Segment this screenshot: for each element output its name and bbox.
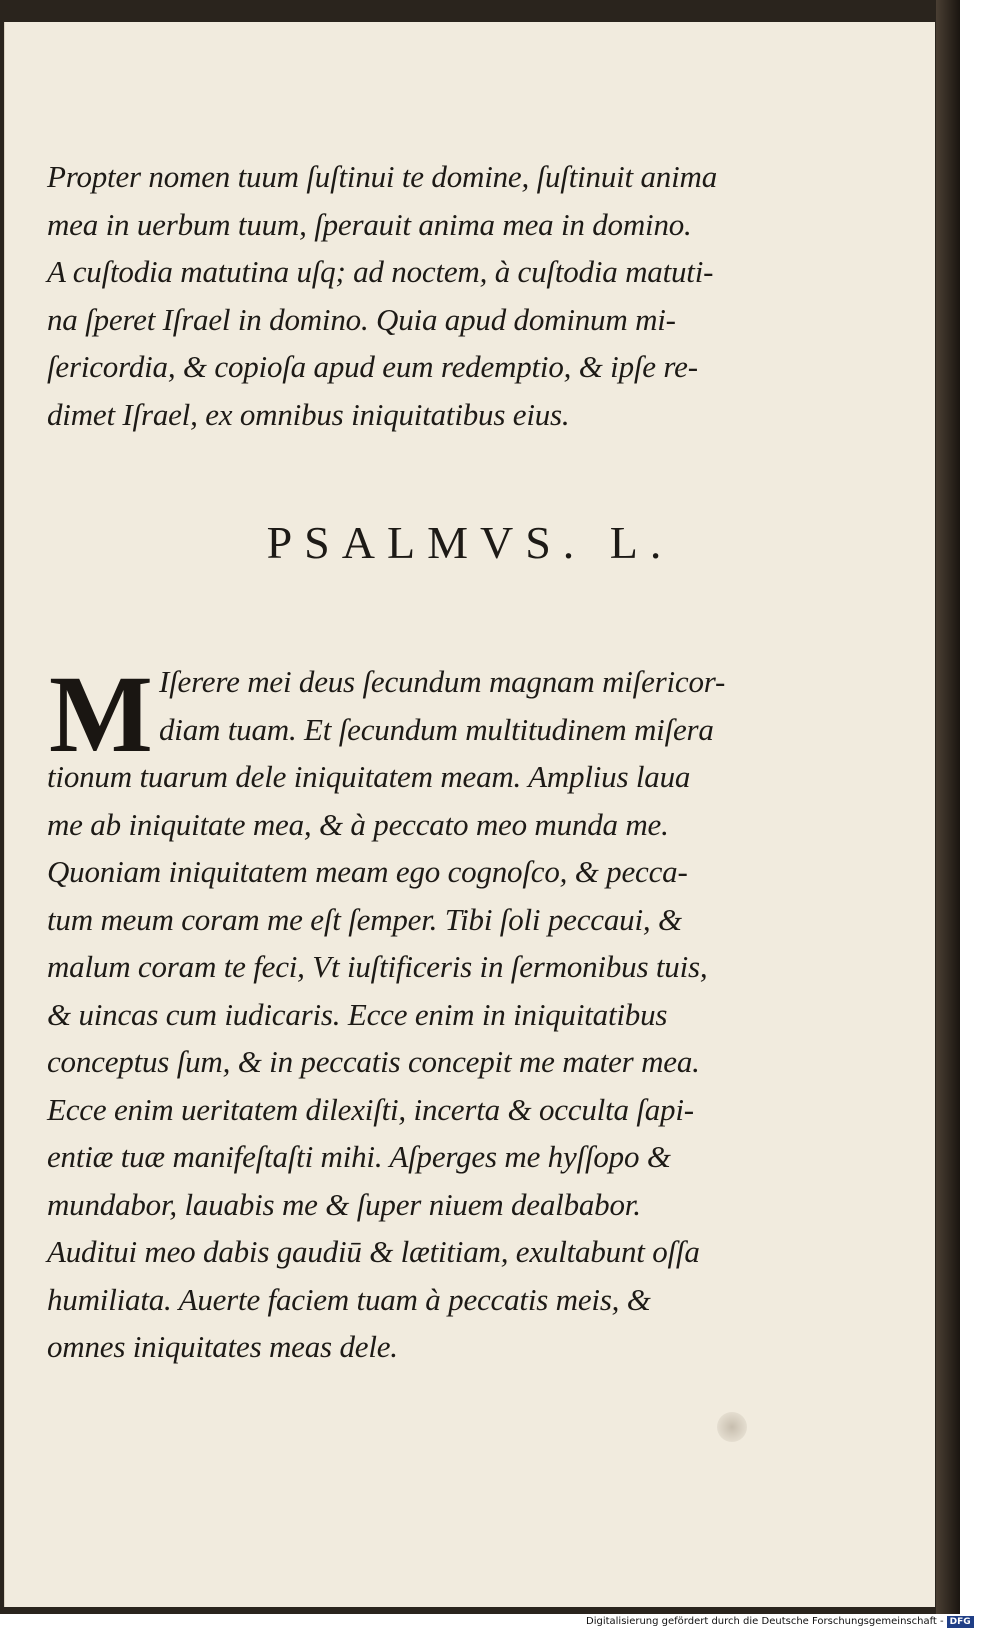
book-page	[4, 22, 935, 1607]
psalm-continuation-text	[47, 153, 817, 438]
text-line: conceptus ſum, & in peccatis concepit me mater mea.	[47, 1044, 700, 1079]
text-line: Iſerere mei deus ſecundum magnam miſericor-	[159, 664, 726, 699]
page-stain	[717, 1412, 747, 1442]
text-line: me ab iniquitate mea, & à peccato meo munda me.	[47, 806, 669, 842]
text-line: entiæ tuæ manifeſtaſti mihi. Aſperges me hyſſopo &	[47, 1139, 671, 1174]
dfg-logo: DFG	[947, 1616, 974, 1628]
text-line: Quoniam iniquitatem meam ego cognoſco, & pecca-	[47, 854, 688, 889]
text-line: Ecce enim ueritatem dilexiſti, incerta & occulta ſapi-	[47, 1091, 694, 1127]
drop-cap-initial: M	[49, 653, 153, 775]
text-line: mundabor, lauabis me & ſuper niuem dealbabor.	[47, 1186, 641, 1222]
psalm-heading	[5, 516, 935, 569]
text-line: tum meum coram me eſt ſemper. Tibi ſoli peccaui, &	[47, 901, 682, 937]
text-line: A cuſtodia matutina uſq; ad noctem, à cuſtodia matuti-	[47, 254, 714, 289]
text-line: omnes iniquitates meas dele.	[47, 1329, 398, 1364]
text-line: mea in uerbum tuum, ſperauit anima mea in domino.	[47, 206, 692, 242]
text-line: diam tuam. Et ſecundum multitudinem miſera	[159, 711, 714, 747]
digitization-credit	[586, 1614, 1000, 1629]
text-line: malum coram te feci, Vt iuſtificeris in ſermonibus tuis,	[47, 949, 708, 984]
text-line: Auditui meo dabis gaudiū & lætitiam, exultabunt oſſa	[47, 1234, 700, 1269]
text-line: humiliata. Auerte faciem tuam à peccatis meis, &	[47, 1281, 651, 1317]
text-line: ſericordia, & copioſa apud eum redemptio, & ipſe re-	[47, 349, 698, 384]
text-line: tionum tuarum dele iniquitatem meam. Amplius laua	[47, 759, 691, 794]
psalm-50-text	[47, 653, 817, 1371]
book-gutter	[936, 0, 960, 1614]
text-line: Propter nomen tuum ſuſtinui te domine, ſuſtinuit anima	[47, 159, 718, 194]
digitization-credit-text: Digitalisierung gefördert durch die Deutsche Forschungsgemeinschaft -	[586, 1616, 944, 1627]
psalm-heading-text: PSALMVS. L.	[266, 517, 674, 568]
text-line: & uincas cum iudicaris. Ecce enim in iniquitatibus	[47, 996, 668, 1032]
text-line: na ſperet Iſrael in domino. Quia apud dominum mi-	[47, 301, 676, 337]
text-line: dimet Iſrael, ex omnibus iniquitatibus eius.	[47, 396, 570, 432]
